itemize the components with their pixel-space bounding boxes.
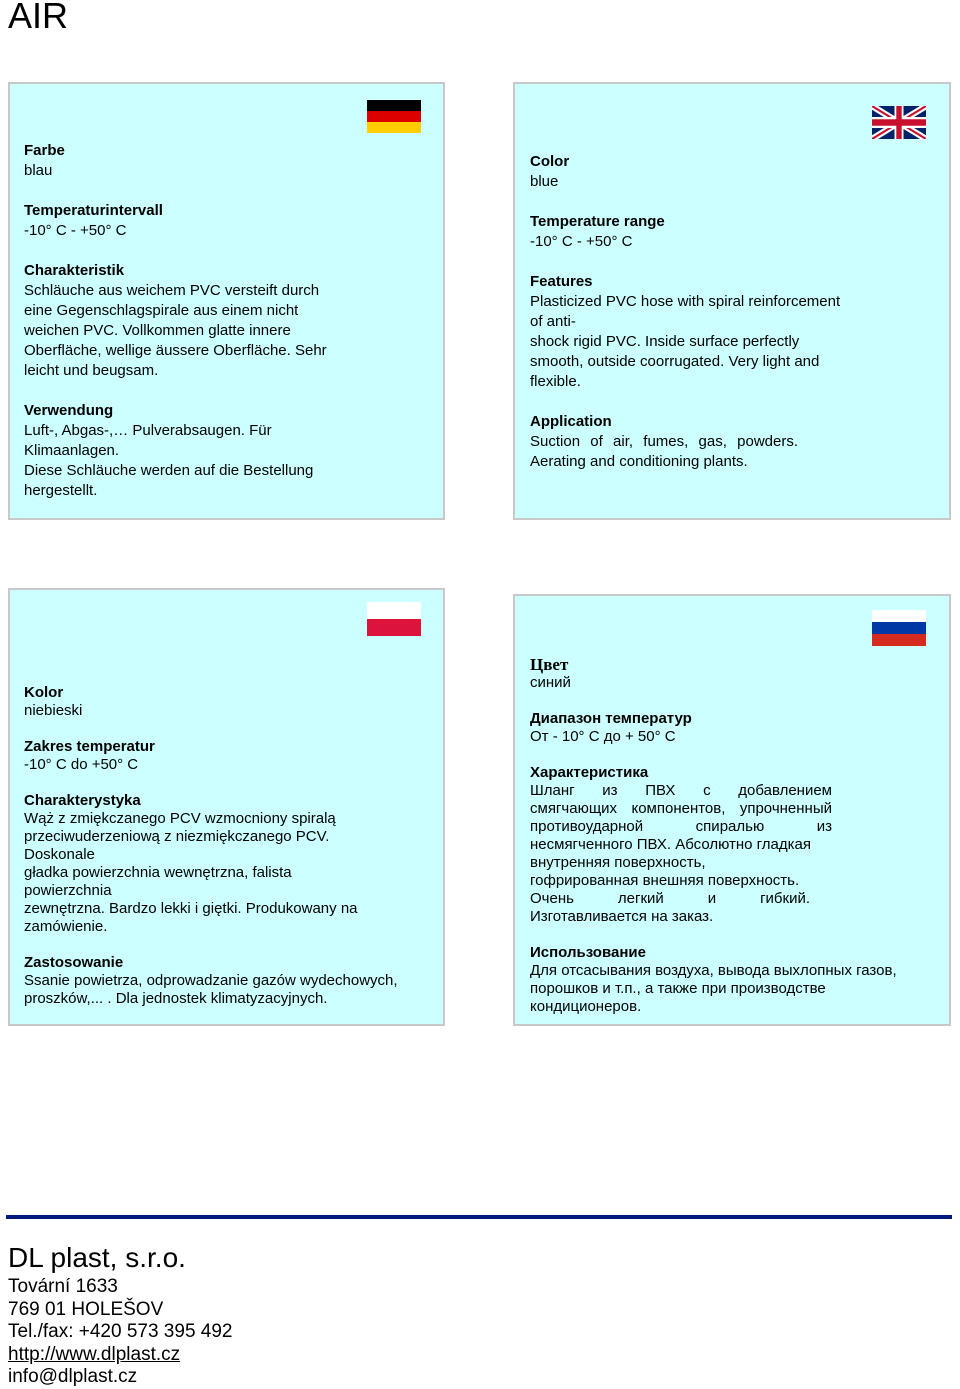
russia-flag-icon xyxy=(872,610,926,646)
email-link[interactable]: info@dlplast.cz xyxy=(8,1366,138,1387)
card-russian-content xyxy=(530,656,935,1034)
text-line: Doskonale xyxy=(24,846,95,863)
company-street: Tovární 1633 xyxy=(8,1276,118,1297)
text-line: zamówienie. xyxy=(24,918,108,935)
company-name: DL plast, s.r.o. xyxy=(8,1242,186,1273)
poland-flag-icon xyxy=(367,602,421,636)
section-temperature xyxy=(24,201,429,241)
section-heading: Features xyxy=(530,273,593,290)
text-line: powierzchnia xyxy=(24,882,112,899)
text-line: Schläuche aus weichem PVC versteift durch xyxy=(24,282,320,299)
text-line: proszków,... . Dla jednostek klimatyzacyjnych. xyxy=(24,990,328,1007)
text-line: От - 10° C до + 50° C xyxy=(530,728,676,745)
text-line: Diese Schläuche werden auf die Bestellung xyxy=(24,462,314,479)
section-heading: Charakterystyka xyxy=(24,792,141,809)
section-temperature xyxy=(530,710,935,746)
united-kingdom-flag-icon xyxy=(872,106,926,139)
card-russian xyxy=(513,594,951,1026)
text-line: Suction of air, fumes, gas, powders. xyxy=(530,433,798,450)
text-line: przeciwuderzeniową z niezmiękczanego PCV. xyxy=(24,828,330,845)
footer-divider xyxy=(6,1215,952,1219)
section-heading: Характеристика xyxy=(530,764,649,781)
card-english xyxy=(513,82,951,520)
section-heading: Zakres temperatur xyxy=(24,738,155,755)
text-line: -10° C do +50° C xyxy=(24,756,139,773)
text-line: противоударной спиралью из xyxy=(530,818,832,835)
section-features xyxy=(530,272,935,392)
section-heading: Farbe xyxy=(24,142,65,159)
section-heading: Диапазон температур xyxy=(530,710,692,727)
text-line: blue xyxy=(530,173,559,190)
website-link[interactable]: http://www.dlplast.cz xyxy=(8,1343,181,1365)
text-line: Шланг из ПВХ с добавлением xyxy=(530,782,832,799)
text-line: несмягченного ПВХ. Абсолютно гладкая xyxy=(530,836,812,853)
text-line: flexible. xyxy=(530,373,581,390)
text-line: -10° C - +50° C xyxy=(530,233,633,250)
text-line: Luft-, Abgas-,… Pulverabsaugen. Für xyxy=(24,422,272,439)
text-line: Klimaanlagen. xyxy=(24,442,120,459)
text-line: zewnętrzna. Bardzo lekki i giętki. Produkowany na xyxy=(24,900,358,917)
section-characteristics xyxy=(24,792,429,936)
section-heading: Zastosowanie xyxy=(24,954,124,971)
text-line: of anti- xyxy=(530,313,576,330)
card-german xyxy=(8,82,445,520)
section-heading: Color xyxy=(530,153,570,170)
section-heading: Использование xyxy=(530,944,646,961)
card-polish xyxy=(8,588,445,1026)
text-line: eine Gegenschlagspirale aus einem nicht xyxy=(24,302,299,319)
text-line: кондиционеров. xyxy=(530,998,642,1015)
text-line: blau xyxy=(24,162,53,179)
text-line: Aerating and conditioning plants. xyxy=(530,453,748,470)
text-line: -10° C - +50° C xyxy=(24,222,127,239)
text-line: Oberfläche, wellige äussere Oberfläche. Sehr xyxy=(24,342,327,359)
section-heading: Verwendung xyxy=(24,402,114,419)
text-line: weichen PVC. Vollkommen glatte innere xyxy=(24,322,291,339)
section-heading: Цвет xyxy=(530,655,569,674)
section-characteristics xyxy=(530,764,935,926)
text-line: Plasticized PVC hose with spiral reinforcement xyxy=(530,293,841,310)
section-heading: Application xyxy=(530,413,612,430)
text-line: Изготавливается на заказ. xyxy=(530,908,714,925)
section-heading: Charakteristik xyxy=(24,262,125,279)
text-line: Для отсасывания воздуха, вывода выхлопных газов, xyxy=(530,962,897,979)
text-line: синий xyxy=(530,674,571,691)
document-title: AIR xyxy=(8,0,69,36)
text-line: смягчающих компонентов, упрочненный xyxy=(530,800,832,817)
card-english-content xyxy=(530,152,935,472)
section-heading: Kolor xyxy=(24,684,64,701)
card-german-content xyxy=(24,141,429,501)
section-color xyxy=(530,152,935,192)
text-line: smooth, outside coorrugated. Very light and xyxy=(530,353,820,370)
section-usage xyxy=(24,954,429,1008)
section-heading: Temperature range xyxy=(530,213,665,230)
text-line: hergestellt. xyxy=(24,482,98,499)
section-temperature xyxy=(530,212,935,252)
text-line: внутренняя поверхность, xyxy=(530,854,706,871)
section-heading: Temperaturintervall xyxy=(24,202,163,219)
section-color xyxy=(24,141,429,181)
card-polish-content xyxy=(24,684,429,1026)
company-city: 769 01 HOLEŠOV xyxy=(8,1298,164,1320)
text-line: shock rigid PVC. Inside surface perfectly xyxy=(530,333,800,350)
section-usage xyxy=(24,401,429,501)
section-temperature xyxy=(24,738,429,774)
section-usage xyxy=(530,944,935,1016)
text-line: Очень легкий и гибкий. xyxy=(530,890,810,907)
section-color xyxy=(530,656,935,692)
section-application xyxy=(530,412,935,472)
text-line: порошков и т.п., а также при производстве xyxy=(530,980,826,997)
text-line: gładka powierzchnia wewnętrzna, falista xyxy=(24,864,292,881)
company-phone: Tel./fax: +420 573 395 492 xyxy=(8,1321,233,1342)
text-line: Wąż z zmiękczanego PCV wzmocniony spiralą xyxy=(24,810,336,827)
section-characteristics xyxy=(24,261,429,381)
text-line: Ssanie powietrza, odprowadzanie gazów wydechowych, xyxy=(24,972,398,989)
text-line: leicht und beugsam. xyxy=(24,362,159,379)
section-color xyxy=(24,684,429,720)
text-line: гофрированная внешняя поверхность. xyxy=(530,872,800,889)
germany-flag-icon xyxy=(367,100,421,133)
company-footer xyxy=(8,1240,232,1389)
text-line: niebieski xyxy=(24,702,83,719)
